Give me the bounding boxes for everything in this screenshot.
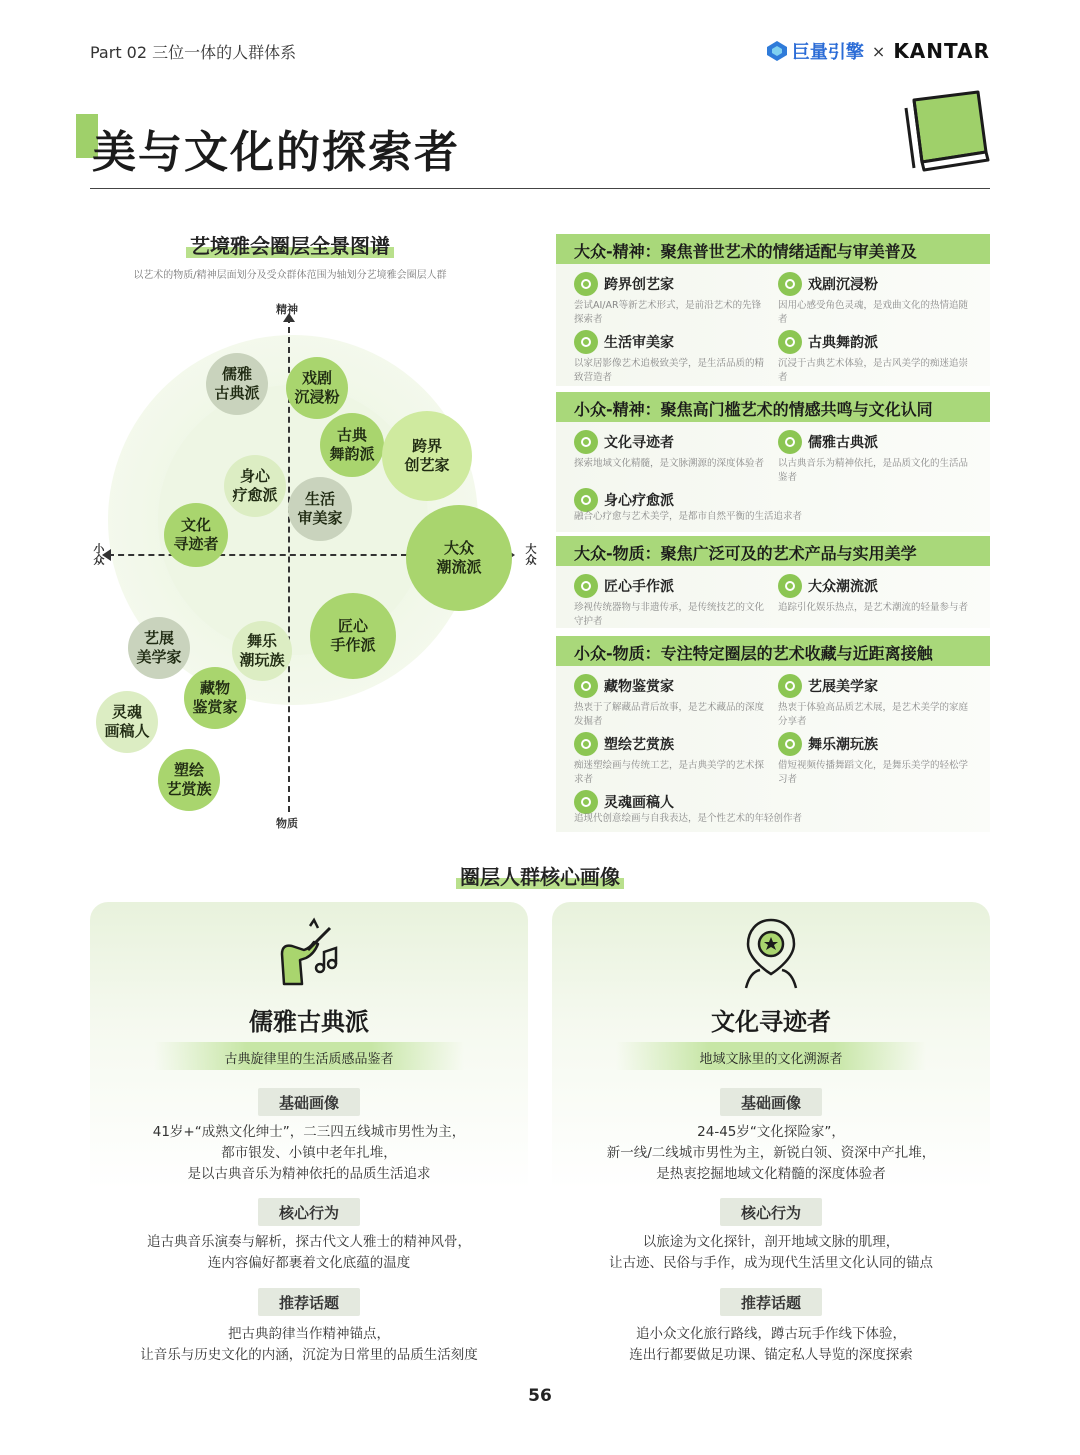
item-name: 舞乐潮玩族 [808, 737, 878, 753]
bubble-ruya-gudian: 儒雅 古典派 [206, 353, 268, 415]
portrait-card-xunji [552, 902, 990, 1382]
circle-map [88, 295, 538, 835]
basic-text: 24-45岁“文化探险家”， 新一线/二线城市男性为主，新锐白领、资深中产扎堆， 是热衷挖掘地域文化精髓的深度体验者 [606, 1124, 936, 1182]
juliang-logo [766, 38, 864, 64]
item-desc: 热衷于了解藏品背后故事，是艺术藏品的深度发掘者 [574, 702, 765, 727]
topic-text: 把古典韵律当作精神锚点， 让音乐与历史文化的内涵，沉淀为日常里的品质生活刻度 [140, 1326, 478, 1363]
bubble-shenghuo-shenmei: 生活 审美家 [288, 477, 352, 541]
core-title: 圈层人群核心画像 [0, 861, 1080, 890]
item-name: 大众潮流派 [808, 579, 878, 595]
page-number: 56 [528, 1386, 552, 1406]
basic-text: 41岁+“成熟文化绅士”，二三四五线城市男性为主， 都市银发、小镇中老年扎堆， 是以古典音乐为精神依托的品质生活追求 [152, 1124, 466, 1182]
section-mass-spirit [556, 234, 990, 386]
item-desc: 以家居影像艺术追极致美学，是生活品质的精致营造者 [574, 358, 765, 383]
item-name: 藏物鉴赏家 [604, 679, 674, 695]
page-title: 美与文化的探索者 [92, 127, 460, 178]
behavior-label: 核心行为 [720, 1198, 822, 1226]
map-subtitle: 以艺术的物质/精神层面划分及受众群体范围为轴划分艺境雅会圈层人群 [133, 270, 447, 281]
dance-music-icon [778, 732, 802, 756]
bubble-jiangxin-shouzuo: 匠心 手作派 [310, 593, 396, 679]
section-niche-spirit [556, 392, 990, 532]
bubble-wenhua-xunji: 文化 寻迹者 [164, 503, 228, 567]
item-name: 戏剧沉浸粉 [808, 277, 878, 293]
topic-label: 推荐话题 [720, 1288, 822, 1316]
title-divider [90, 188, 990, 189]
trend-icon [778, 574, 802, 598]
part-label: Part 02 三位一体的人群体系 [90, 43, 297, 62]
item-name: 跨界创艺家 [604, 277, 674, 293]
home-icon [574, 330, 598, 354]
bubble-dazhong-chaoliu: 大众 潮流派 [406, 505, 512, 611]
palette-icon [574, 272, 598, 296]
section-mass-material [556, 536, 990, 628]
bubble-linghun-huagao: 灵魂 画稿人 [96, 691, 158, 753]
item-desc: 以古典音乐为精神依托，是品质文化的生活品鉴者 [778, 458, 969, 483]
item-desc: 追现代创意绘画与自我表达，是个性艺术的年轻创作者 [574, 813, 803, 824]
card-tagline: 地域文脉里的文化溯源者 [616, 1042, 926, 1070]
map-title: 艺境雅会圈层全景图谱 [90, 230, 490, 259]
pottery-icon [574, 574, 598, 598]
juliang-logo-text: 巨量引擎 [791, 42, 864, 63]
axis-label-material: 物质 [276, 817, 298, 830]
theater-mask-icon [778, 272, 802, 296]
item-name: 匠心手作派 [604, 579, 674, 595]
bubble-yizhan-meixue: 艺展 美学家 [128, 617, 190, 679]
brand-logos [766, 38, 990, 64]
bubble-suhui-yishang: 塑绘 艺赏族 [158, 749, 220, 811]
axis-label-niche: 小众 [92, 543, 105, 565]
section-header: 小众-精神：聚焦高门槛艺术的情感共鸣与文化认同 [556, 392, 990, 422]
item-desc: 探索地域文化精髓，是文脉溯源的深度体验者 [574, 458, 765, 469]
portrait-card-ruya [90, 902, 528, 1382]
item-desc: 珍视传统器物与非遗传承，是传统技艺的文化守护者 [574, 602, 765, 627]
item-desc: 借短视频传播舞蹈文化，是舞乐美学的轻松学习者 [778, 760, 969, 785]
meditation-icon [574, 488, 598, 512]
item-name: 灵魂画稿人 [604, 795, 674, 811]
item-name: 身心疗愈派 [604, 493, 674, 509]
item-desc: 热衷于体验高品质艺术展，是艺术美学的家庭分享者 [778, 702, 969, 727]
logo-separator: × [871, 41, 886, 61]
book-icon [898, 90, 992, 172]
gallery-icon [778, 674, 802, 698]
dancer-icon [778, 330, 802, 354]
axis-label-spirit: 精神 [276, 303, 298, 316]
section-header: 大众-物质：聚焦广泛可及的艺术产品与实用美学 [556, 536, 990, 566]
map-pin-explorer-icon [736, 914, 806, 994]
topic-text: 追小众文化旅行路线，蹲古玩手作线下体验， 连出行都要做足功课、锚定私人导览的深度探索 [629, 1326, 913, 1363]
item-name: 古典舞韵派 [808, 335, 878, 351]
music-note-icon [778, 430, 802, 454]
item-name: 塑绘艺赏族 [604, 737, 674, 753]
item-desc: 痴迷塑绘画与传统工艺，是古典美学的艺术探求者 [574, 760, 765, 785]
item-name: 儒雅古典派 [808, 435, 878, 451]
item-desc: 沉浸于古典艺术体验，是古风美学的痴迷追崇者 [778, 358, 969, 383]
item-name: 生活审美家 [604, 335, 674, 351]
explorer-icon [574, 430, 598, 454]
behavior-text: 以旅途为文化探针，剖开地域文脉的肌理， 让古迹、民俗与手作，成为现代生活里文化认同的锚点 [609, 1234, 933, 1271]
item-desc: 追踪引化娱乐热点，是艺术潮流的轻量参与者 [778, 602, 969, 613]
bubble-wule-chaowan: 舞乐 潮玩族 [232, 621, 292, 681]
basic-label: 基础画像 [258, 1088, 360, 1116]
section-header: 小众-物质：专注特定圈层的艺术收藏与近距离接触 [556, 636, 990, 666]
card-name: 儒雅古典派 [249, 1008, 369, 1036]
kantar-logo: KANTAR [893, 39, 990, 63]
conductor-music-icon [274, 914, 344, 994]
brush-icon [574, 790, 598, 814]
section-header: 大众-精神：聚焦普世艺术的情绪适配与审美普及 [556, 234, 990, 264]
juliang-logo-icon [766, 40, 788, 62]
behavior-label: 核心行为 [258, 1198, 360, 1226]
card-tagline: 古典旋律里的生活质感品鉴者 [154, 1042, 464, 1070]
item-desc: 因用心感受角色灵魂，是戏曲文化的热情追随者 [778, 300, 969, 325]
card-name: 文化寻迹者 [711, 1008, 831, 1036]
sculpture-icon [574, 732, 598, 756]
bubble-cangwu-jianshang: 藏物 鉴赏家 [184, 667, 246, 729]
axis-label-mass: 大众 [524, 543, 537, 565]
bubble-xiju-chenjin: 戏剧 沉浸粉 [286, 357, 348, 419]
basic-label: 基础画像 [720, 1088, 822, 1116]
item-name: 艺展美学家 [808, 679, 878, 695]
topic-label: 推荐话题 [258, 1288, 360, 1316]
item-desc: 融合心疗愈与艺术美学，是都市自然平衡的生活追求者 [574, 511, 803, 522]
collection-icon [574, 674, 598, 698]
section-niche-material [556, 636, 990, 832]
bubble-kuajie-chuangyi: 跨界 创艺家 [382, 411, 472, 501]
item-name: 文化寻迹者 [604, 435, 674, 451]
behavior-text: 追古典音乐演奏与解析，探古代文人雅士的精神风骨， 连内容偏好都裹着文化底蕴的温度 [147, 1234, 471, 1271]
item-desc: 尝试AI/AR等新艺术形式，是前沿艺术的先锋探索者 [574, 300, 762, 325]
bubble-gudian-wuyun: 古典 舞韵派 [320, 413, 384, 477]
bubble-shenxin-liaoyu: 身心 疗愈派 [224, 455, 286, 517]
